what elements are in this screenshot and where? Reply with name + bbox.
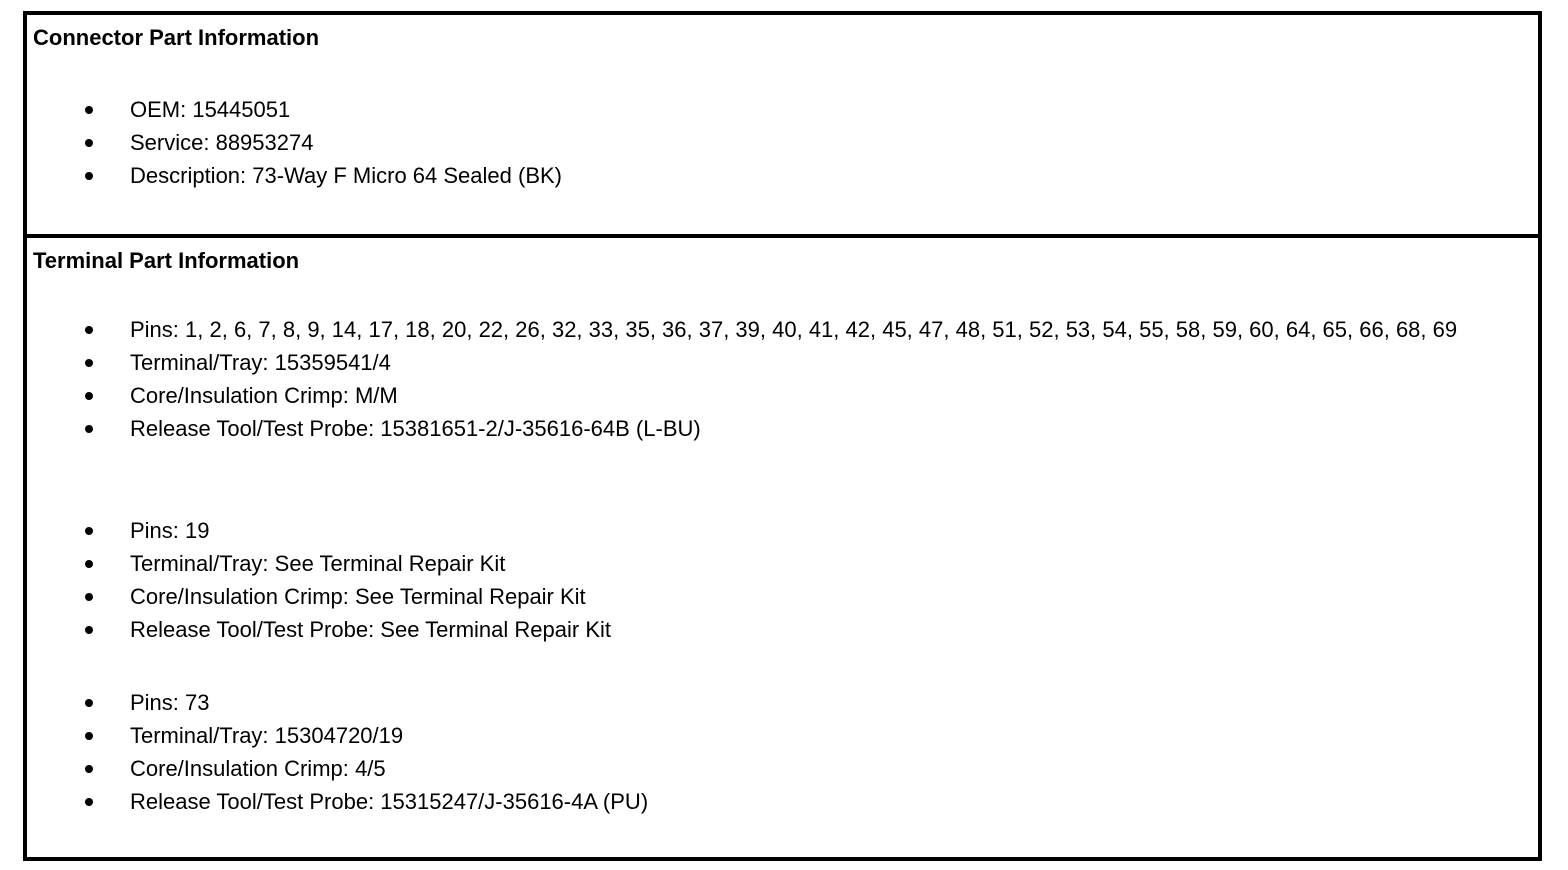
item-text: Service: 88953274	[130, 130, 314, 155]
list-item	[27, 787, 1538, 816]
item-text: Pins: 73	[130, 690, 210, 715]
list-item	[27, 348, 1538, 377]
bullet-icon	[85, 765, 93, 773]
list-item	[27, 615, 1538, 644]
bullet-icon	[85, 593, 93, 601]
list-item	[27, 414, 1538, 443]
terminal-group-list	[27, 315, 1538, 447]
item-text: Core/Insulation Crimp: 4/5	[130, 756, 386, 781]
terminal-section-title: Terminal Part Information	[33, 248, 300, 273]
list-item	[27, 381, 1538, 410]
list-item	[27, 582, 1538, 611]
list-item	[27, 161, 1538, 190]
item-text: Terminal/Tray: See Terminal Repair Kit	[130, 551, 506, 576]
list-item	[27, 128, 1538, 157]
item-text: Terminal/Tray: 15304720/19	[130, 723, 404, 748]
bullet-icon	[85, 527, 93, 535]
bullet-icon	[85, 560, 93, 568]
list-item	[27, 721, 1538, 750]
item-text: Core/Insulation Crimp: M/M	[130, 383, 398, 408]
info-table	[23, 11, 1542, 861]
bullet-icon	[85, 106, 93, 114]
bullet-icon	[85, 359, 93, 367]
list-item	[27, 315, 1538, 344]
bullet-icon	[85, 699, 93, 707]
bullet-icon	[85, 392, 93, 400]
terminal-group-list	[27, 688, 1538, 820]
connector-part-section	[27, 15, 1538, 234]
bullet-icon	[85, 732, 93, 740]
item-text: Pins: 19	[130, 518, 210, 543]
list-item	[27, 754, 1538, 783]
item-text: Release Tool/Test Probe: See Terminal Repair Kit	[130, 617, 611, 642]
bullet-icon	[85, 425, 93, 433]
list-item	[27, 549, 1538, 578]
connector-section-title: Connector Part Information	[33, 25, 320, 50]
list-item	[27, 95, 1538, 124]
bullet-icon	[85, 626, 93, 634]
bullet-icon	[85, 326, 93, 334]
item-text: Description: 73-Way F Micro 64 Sealed (BK)	[130, 163, 562, 188]
bullet-icon	[85, 798, 93, 806]
item-text: Release Tool/Test Probe: 15381651-2/J-35616-64B (L-BU)	[130, 416, 701, 441]
item-text: OEM: 15445051	[130, 97, 291, 122]
bullet-icon	[85, 172, 93, 180]
item-text: Terminal/Tray: 15359541/4	[130, 350, 391, 375]
item-text: Release Tool/Test Probe: 15315247/J-35616-4A (PU)	[130, 789, 649, 814]
list-item	[27, 516, 1538, 545]
item-text: Pins: 1, 2, 6, 7, 8, 9, 14, 17, 18, 20, 22, 26, 32, 33, 35, 36, 37, 39, 40, 41, 42, 45, 47, 48, 51, 52, 53, 54, 55, 58, 59, 60, 64, 65, 66, 68, 69	[130, 317, 1458, 342]
item-text: Core/Insulation Crimp: See Terminal Repair Kit	[130, 584, 586, 609]
terminal-group-list	[27, 516, 1538, 648]
list-item	[27, 688, 1538, 717]
terminal-part-section	[27, 238, 1538, 857]
bullet-icon	[85, 139, 93, 147]
connector-item-list	[27, 95, 1538, 194]
